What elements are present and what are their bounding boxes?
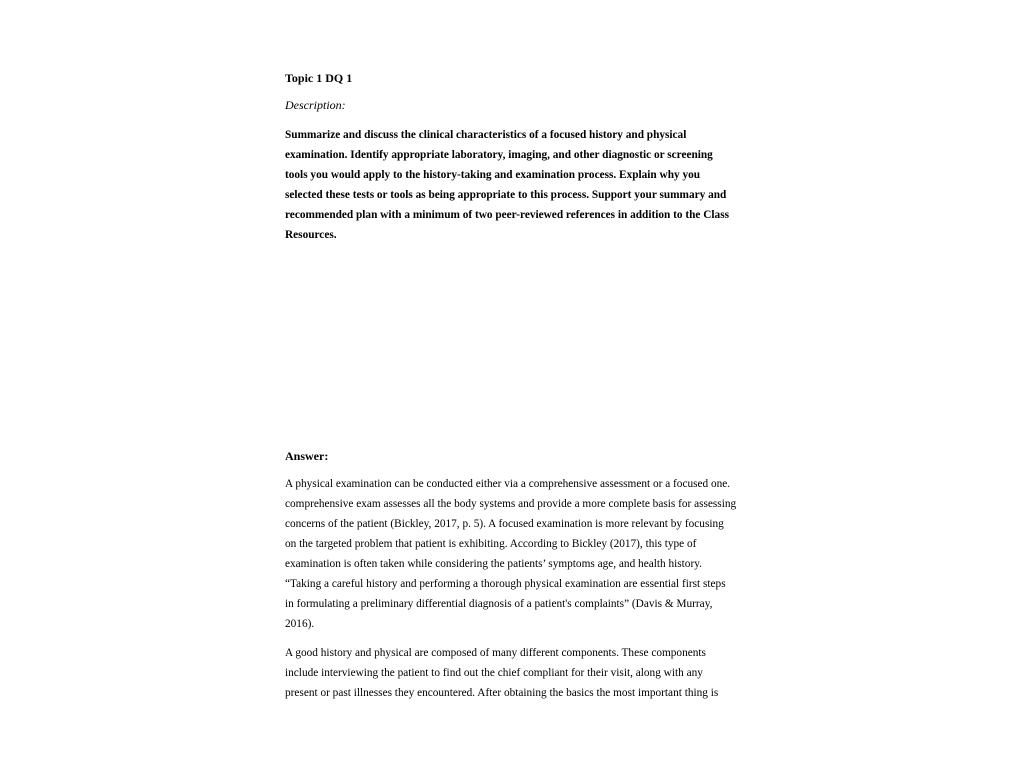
topic-title: Topic 1 DQ 1 <box>285 71 353 85</box>
answer-paragraph: A good history and physical are composed of many different components. These components include interviewing the patient to find out the chief compliant for their visit, along with any present or past illnesses they encountered. After obtaining the basics the most important thing is <box>285 647 719 699</box>
discussion-prompt: Summarize and discuss the clinical characteristics of a focused history and physical examination. Identify appropriate laboratory, imaging, and other diagnostic or screening tools you would apply to the history-taking and examination process. Explain why you selected these tests or tools as being appropriate to this process. Support your summary and recommended plan with a minimum of two peer-reviewed references in addition to the Class Resources. <box>285 129 729 241</box>
answer-paragraph: A physical examination can be conducted either via a comprehensive assessment or a focused one. comprehensive exam assesses all the body systems and provide a more complete basis for assessing concerns of the patient (Bickley, 2017, p. 5). A focused examination is more relevant by focusing on the targeted problem that patient is exhibiting. According to Bickley (2017), this type of examination is often taken while considering the patients’ symptoms age, and health history. “Taking a careful history and performing a thorough physical examination are essential first steps in formulating a preliminary differential diagnosis of a patient's complaints” (Davis & Murray, 2016). <box>285 478 737 630</box>
document-page <box>285 0 737 768</box>
answer-label: Answer: <box>285 449 329 463</box>
description-label: Description: <box>285 98 346 112</box>
